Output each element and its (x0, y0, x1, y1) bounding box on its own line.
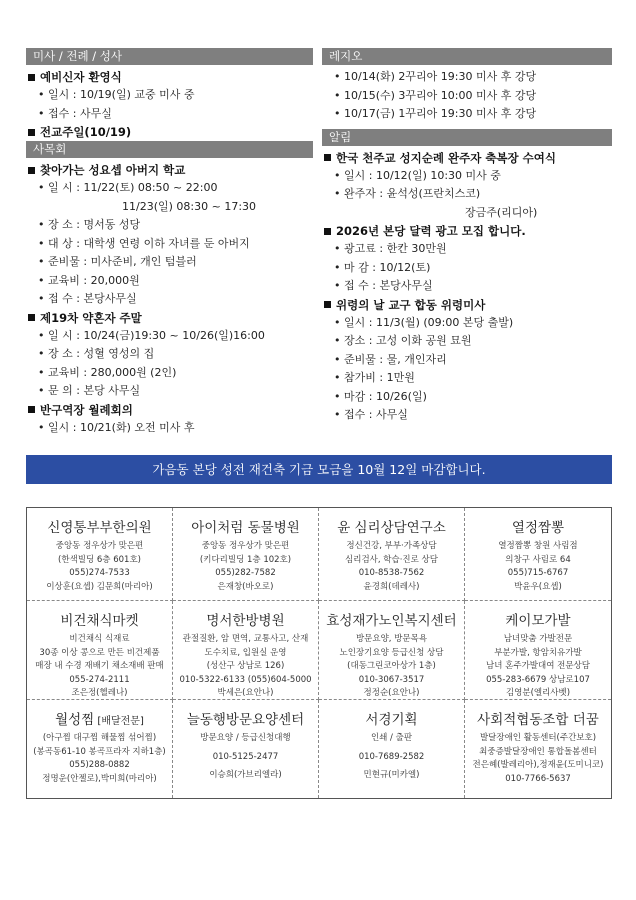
item-heading: 한국 천주교 성지순례 완주자 축복장 수여식 (322, 149, 612, 167)
item-line: • 일 시 : 10/24(금)19:30 ~ 10/26(일)16:00 (38, 328, 265, 342)
item-line: • 장 소 : 성혈 영성의 집 (38, 347, 155, 360)
ad-phone: 010-7766-5637 (505, 773, 571, 784)
item-line: • 문 의 : 본당 사무실 (38, 384, 141, 397)
ad-card (173, 700, 319, 798)
item-heading: 제19차 약혼자 주말 (26, 309, 313, 327)
ad-card (27, 700, 173, 798)
item-line: • 교육비 : 20,000원 (38, 273, 140, 287)
ad-line: (한색빌딩 6층 601호) (58, 554, 141, 565)
item-line: • 광고료 : 한칸 30만원 (334, 242, 447, 255)
item-line: • 10/17(금) 1꾸리아 19:30 미사 후 강당 (334, 107, 537, 120)
ad-phone: 010-5125-2477 (212, 751, 279, 762)
square-bullet-icon (28, 74, 35, 81)
section-header-liturgy: 미사 / 전례 / 성사 (26, 48, 313, 65)
ad-card (465, 700, 611, 798)
section-header-pastoral-council: 사목회 (26, 141, 313, 158)
ad-line: 비건채식 식재료 (69, 634, 130, 644)
ad-line: 심리검사, 학습·진로 상담 (345, 554, 438, 565)
item-heading: 예비신자 환영식 (26, 68, 313, 86)
square-bullet-icon (28, 129, 35, 136)
item-line: • 접수 : 사무실 (334, 408, 408, 421)
ad-phone: 010-5322-6133 (055)604-5000 (179, 674, 312, 685)
ad-line: 부분가발, 항암치유가발 (494, 647, 582, 658)
ad-line: (키다리빌딩 1층 102호) (199, 554, 292, 565)
ad-contact: 조은정(헬레나) (71, 688, 128, 698)
item-line: • 일시 : 10/12(일) 10:30 미사 중 (334, 168, 501, 182)
ad-line: 방문요양 / 등급신청대행 (200, 733, 291, 743)
item-line: • 접 수 : 본당사무실 (38, 292, 137, 305)
ad-title: 아이처럼 동물병원 (191, 520, 300, 536)
ad-contact: 이상훈(요셉) 김문희(마리아) (46, 581, 153, 592)
item-line: • 일 시 : 11/22(토) 08:50 ~ 22:00 (38, 181, 218, 194)
item-line: • 교육비 : 280,000원 (2인) (38, 365, 177, 379)
square-bullet-icon (28, 314, 35, 321)
ad-phone: 055)282-7582 (215, 568, 276, 578)
ad-title: 신영통부부한의원 (47, 520, 152, 536)
ad-line: 방문요양, 방문목욕 (355, 634, 428, 644)
ad-phone: 055-274-2111 (69, 674, 130, 685)
item-line: • 마감 : 10/26(일) (334, 389, 427, 403)
ad-line: 중앙동 정우상가 맞은편 (201, 541, 290, 551)
item-line: • 일시 : 10/21(화) 오전 미사 후 (38, 420, 195, 434)
ad-title: 서경기획 (365, 712, 418, 728)
square-bullet-icon (324, 154, 331, 161)
ad-contact: 정명운(안젤로),박미희(마리아) (42, 773, 157, 784)
square-bullet-icon (324, 228, 331, 235)
item-line: 장금주(리디아) (465, 205, 538, 219)
ad-line: (성산구 상남로 126) (206, 661, 285, 671)
ad-line: 남녀맞춤 가발전문 (503, 634, 573, 644)
ad-line: 중앙동 정우상가 맞은편 (55, 541, 144, 551)
right-column (322, 48, 612, 425)
item-line: • 10/15(수) 3꾸리아 10:00 미사 후 강당 (334, 88, 537, 102)
ad-line: 인쇄 / 출판 (370, 733, 413, 743)
section-header-legio: 레지오 (322, 48, 612, 65)
ad-card (173, 508, 319, 601)
item-heading: 2026년 본당 달력 광고 모집 합니다. (322, 222, 612, 240)
ad-card (319, 508, 465, 601)
ad-title: 비건채식마켓 (60, 613, 139, 629)
item-heading: 반구역장 월례회의 (26, 401, 313, 419)
ad-contact: 박세은(요안나) (217, 688, 274, 698)
item-line: • 일시 : 10/19(일) 교중 미사 중 (38, 88, 195, 101)
square-bullet-icon (324, 301, 331, 308)
ad-title: 열정짬뽕 (511, 520, 565, 536)
item-line: • 10/14(화) 2꾸리아 19:30 미사 후 강당 (334, 70, 537, 83)
ad-contact: 박윤우(요셉) (514, 581, 562, 592)
ad-phone: 055)715-6767 (507, 568, 569, 578)
left-column (26, 48, 313, 437)
ad-line: 열정짬뽕 창원 사림점 (498, 541, 578, 551)
sponsor-ads-grid (26, 507, 612, 799)
item-line: • 접수 : 사무실 (38, 106, 112, 120)
fund-notice-banner: 가음동 본당 성전 재건축 기금 모금을 10월 12일 마감합니다. (26, 455, 612, 484)
ad-line: (대동그린코아상가 1층) (347, 661, 436, 671)
ad-line: 매장 내 수경 재배기 채소재배 판매 (35, 661, 164, 671)
ad-contact: 이승희(가브리엘라) (209, 770, 282, 780)
ad-phone: 055-283-6679 상남로107 (486, 674, 590, 685)
ad-title: 윤 심리상담연구소 (337, 520, 446, 536)
item-line: 11/23(일) 08:30 ~ 17:30 (122, 199, 257, 213)
item-line: • 접 수 : 본당사무실 (334, 279, 433, 292)
ad-contact: 윤경희(데레사) (363, 581, 420, 592)
square-bullet-icon (28, 167, 35, 174)
ad-contact: 김영분(엘리사벳) (505, 688, 571, 698)
ad-phone: 010-7689-2582 (358, 751, 425, 762)
item-line: • 대 상 : 대학생 연령 이하 자녀를 둔 아버지 (38, 236, 250, 250)
item-line: • 장 소 : 명서동 성당 (38, 218, 141, 231)
ad-card (27, 601, 173, 700)
ad-line: 노인장기요양 등급신청 상담 (339, 647, 444, 658)
item-heading: 위령의 날 교구 합동 위령미사 (322, 296, 612, 314)
section-header-notices: 알림 (322, 129, 612, 146)
ad-line: 최중증발달장애인 통합돌봄센터 (479, 746, 597, 757)
ad-phone: 055)274-7533 (69, 568, 130, 578)
item-line: • 장소 : 고성 이화 공원 묘원 (334, 334, 472, 347)
ad-card (27, 508, 173, 601)
ad-title: 케이모가발 (505, 613, 571, 629)
ad-title: 명서한방병원 (206, 613, 285, 629)
item-heading: 찾아가는 성요셉 아버지 학교 (26, 161, 313, 179)
item-line: • 준비물 : 물, 개인자리 (334, 352, 447, 366)
ad-title: 사회적협동조합 더꿈 (477, 712, 599, 728)
ad-phone: 010-8538-7562 (358, 568, 425, 578)
ad-title: 늘동행방문요양센터 (186, 712, 305, 728)
item-line: • 일시 : 11/3(월) (09:00 본당 출발) (334, 315, 514, 329)
item-heading: 전교주일(10/19) (26, 123, 313, 141)
item-line: • 준비물 : 미사준비, 개인 텀블러 (38, 255, 197, 268)
ad-contact: 전은혜(발레리아),정재윤(도미니코) (472, 760, 604, 770)
ad-card (319, 700, 465, 798)
ad-card (465, 601, 611, 700)
ad-title: 월성찜 [배달전문] (55, 712, 144, 728)
ad-contact: 은재창(바오로) (217, 581, 274, 592)
ad-line: 발달장애인 활동센터(주간보호) (479, 733, 597, 743)
square-bullet-icon (28, 406, 35, 413)
ad-line: 정신건강, 부부·가족상담 (346, 541, 437, 551)
ad-card (465, 508, 611, 601)
ad-line: 관절질환, 암 면역, 교통사고, 산재 (182, 634, 309, 644)
ad-line: (봉곡동61-10 봉곡프라자 지하1층) (33, 746, 166, 757)
item-line: • 마 감 : 10/12(토) (334, 260, 431, 274)
ad-card (173, 601, 319, 700)
ad-contact: 정정순(요안나) (363, 688, 420, 698)
item-line: • 참가비 : 1만원 (334, 371, 415, 384)
ad-line: 30종 이상 콩으로 만든 비건제품 (39, 647, 160, 658)
ad-line: (아구찜 대구찜 해물찜 섞어찜) (42, 733, 157, 743)
ad-phone: 055)288-0882 (69, 760, 130, 770)
ad-title: 효성재가노인복지센터 (326, 613, 457, 629)
item-line: • 완주자 : 윤석성(프란치스코) (334, 187, 481, 200)
ad-card (319, 601, 465, 700)
ad-contact: 민현규(미카엘) (363, 770, 420, 780)
ad-line: 도수치료, 입원실 운영 (204, 647, 287, 658)
ad-line: 남녀 혼주가발대여 전문상담 (486, 661, 590, 671)
ad-phone: 010-3067-3517 (358, 674, 425, 685)
ad-line: 의창구 사림로 64 (505, 554, 571, 565)
